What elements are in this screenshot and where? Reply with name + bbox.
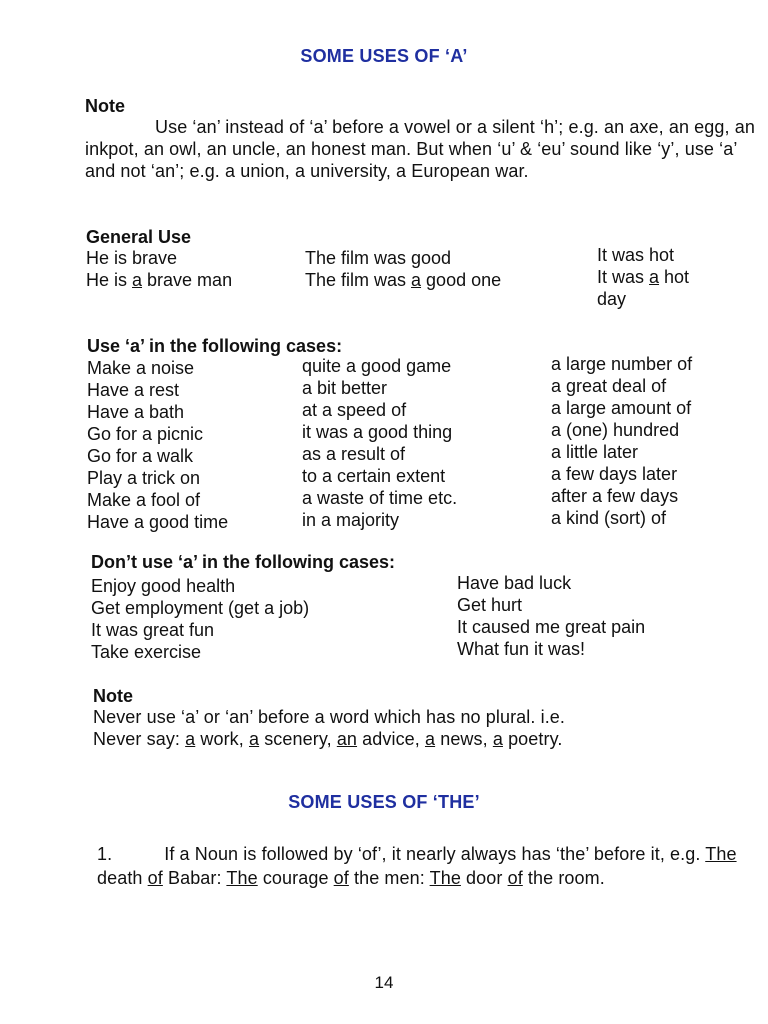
use-a-col-2 xyxy=(302,355,457,531)
list-item: a large number of xyxy=(551,354,693,374)
list-item: Go for a picnic xyxy=(87,424,204,444)
list-item: a (one) hundred xyxy=(551,420,680,440)
list-item: Have a rest xyxy=(87,380,180,400)
list-item: day xyxy=(597,289,627,309)
list-item: at a speed of xyxy=(302,400,407,420)
use-a-col-1 xyxy=(87,357,228,533)
list-item: Play a trick on xyxy=(87,468,201,488)
use-a-col-3 xyxy=(551,353,692,529)
list-item: It was great fun xyxy=(91,620,215,640)
list-item: a few days later xyxy=(551,464,678,484)
list-item: It was hot xyxy=(597,245,675,265)
underlined-word: The xyxy=(705,844,737,864)
list-item: Get hurt xyxy=(457,595,523,615)
list-item: as a result of xyxy=(302,444,406,464)
underlined-word: a xyxy=(411,270,422,290)
general-use-col-2 xyxy=(305,247,501,291)
dont-use-a-col-2 xyxy=(457,572,645,660)
list-item: Go for a walk xyxy=(87,446,194,466)
list-item: Make a fool of xyxy=(87,490,201,510)
list-item: The film was good xyxy=(305,248,452,268)
note-2-paragraph xyxy=(93,706,763,750)
list-item: Have bad luck xyxy=(457,573,572,593)
list-item: What fun it was! xyxy=(457,639,586,659)
underlined-word: a xyxy=(248,729,260,749)
list-item: He is brave xyxy=(86,248,178,268)
general-use-heading: General Use xyxy=(86,227,192,247)
title-some-uses-of-the: SOME USES OF ‘THE’ xyxy=(288,792,480,812)
list-item: a kind (sort) of xyxy=(551,508,667,528)
list-item: Have a good time xyxy=(87,512,229,532)
list-item: It caused me great pain xyxy=(457,617,646,637)
underlined-word: a xyxy=(132,270,143,290)
list-item: The film was a good one xyxy=(305,270,502,290)
list-item: a large amount of xyxy=(551,398,692,418)
page-number: 14 xyxy=(374,973,394,992)
list-item: Enjoy good health xyxy=(91,576,236,596)
list-item: quite a good game xyxy=(302,356,452,376)
title-some-uses-of-a: SOME USES OF ‘A’ xyxy=(300,46,468,66)
underlined-word: a xyxy=(424,729,436,749)
list-item: It was a hot xyxy=(597,267,690,287)
underlined-word: an xyxy=(336,729,358,749)
list-item: a bit better xyxy=(302,378,388,398)
list-item: Take exercise xyxy=(91,642,202,662)
general-use-col-1 xyxy=(86,247,232,291)
note-paragraph xyxy=(85,116,755,182)
note-text: Use ‘an’ instead of ‘a’ before a vowel or a silent ‘h’; e.g. an axe, an egg, an inkpot, an owl, an uncle, an honest man. But when ‘u’ & ‘eu’ sound like ‘y’, use ‘a’ and not ‘an’; e.g. a union, a university, a European war. xyxy=(85,117,755,181)
general-use-col-3 xyxy=(597,244,689,310)
rule-number: 1. xyxy=(97,844,113,864)
underlined-word: of xyxy=(507,868,523,888)
note-2-heading: Note xyxy=(93,686,133,706)
note-heading: Note xyxy=(85,96,125,116)
note-2-line-1: Never use ‘a’ or ‘an’ before a word which has no plural. i.e. xyxy=(93,707,566,727)
list-item: a great deal of xyxy=(551,376,667,396)
use-a-heading: Use ‘a’ in the following cases: xyxy=(87,336,343,356)
underlined-word: of xyxy=(147,868,163,888)
list-item: He is a brave man xyxy=(86,270,233,290)
rule-1-paragraph: 1. If a Noun is followed by ‘of’, it nearly always has ‘the’ before it, e.g. The death of Babar: The courage of the men: The door of the room. xyxy=(97,844,737,888)
list-item: Get employment (get a job) xyxy=(91,598,310,618)
underlined-word: a xyxy=(649,267,660,287)
note-2-line-2: Never say: a work, a scenery, an advice, a news, a poetry. xyxy=(93,729,563,749)
dont-use-a-heading: Don’t use ‘a’ in the following cases: xyxy=(91,552,396,572)
list-item: in a majority xyxy=(302,510,400,530)
underlined-word: of xyxy=(333,868,349,888)
list-item: to a certain extent xyxy=(302,466,446,486)
list-item: Have a bath xyxy=(87,402,185,422)
list-item: Make a noise xyxy=(87,358,195,378)
list-item: it was a good thing xyxy=(302,422,453,442)
list-item: a little later xyxy=(551,442,639,462)
dont-use-a-col-1 xyxy=(91,575,309,663)
underlined-word: The xyxy=(429,868,461,888)
underlined-word: a xyxy=(492,729,503,749)
underlined-word: The xyxy=(226,868,258,888)
list-item: after a few days xyxy=(551,486,679,506)
underlined-word: a xyxy=(185,729,196,749)
list-item: a waste of time etc. xyxy=(302,488,458,508)
